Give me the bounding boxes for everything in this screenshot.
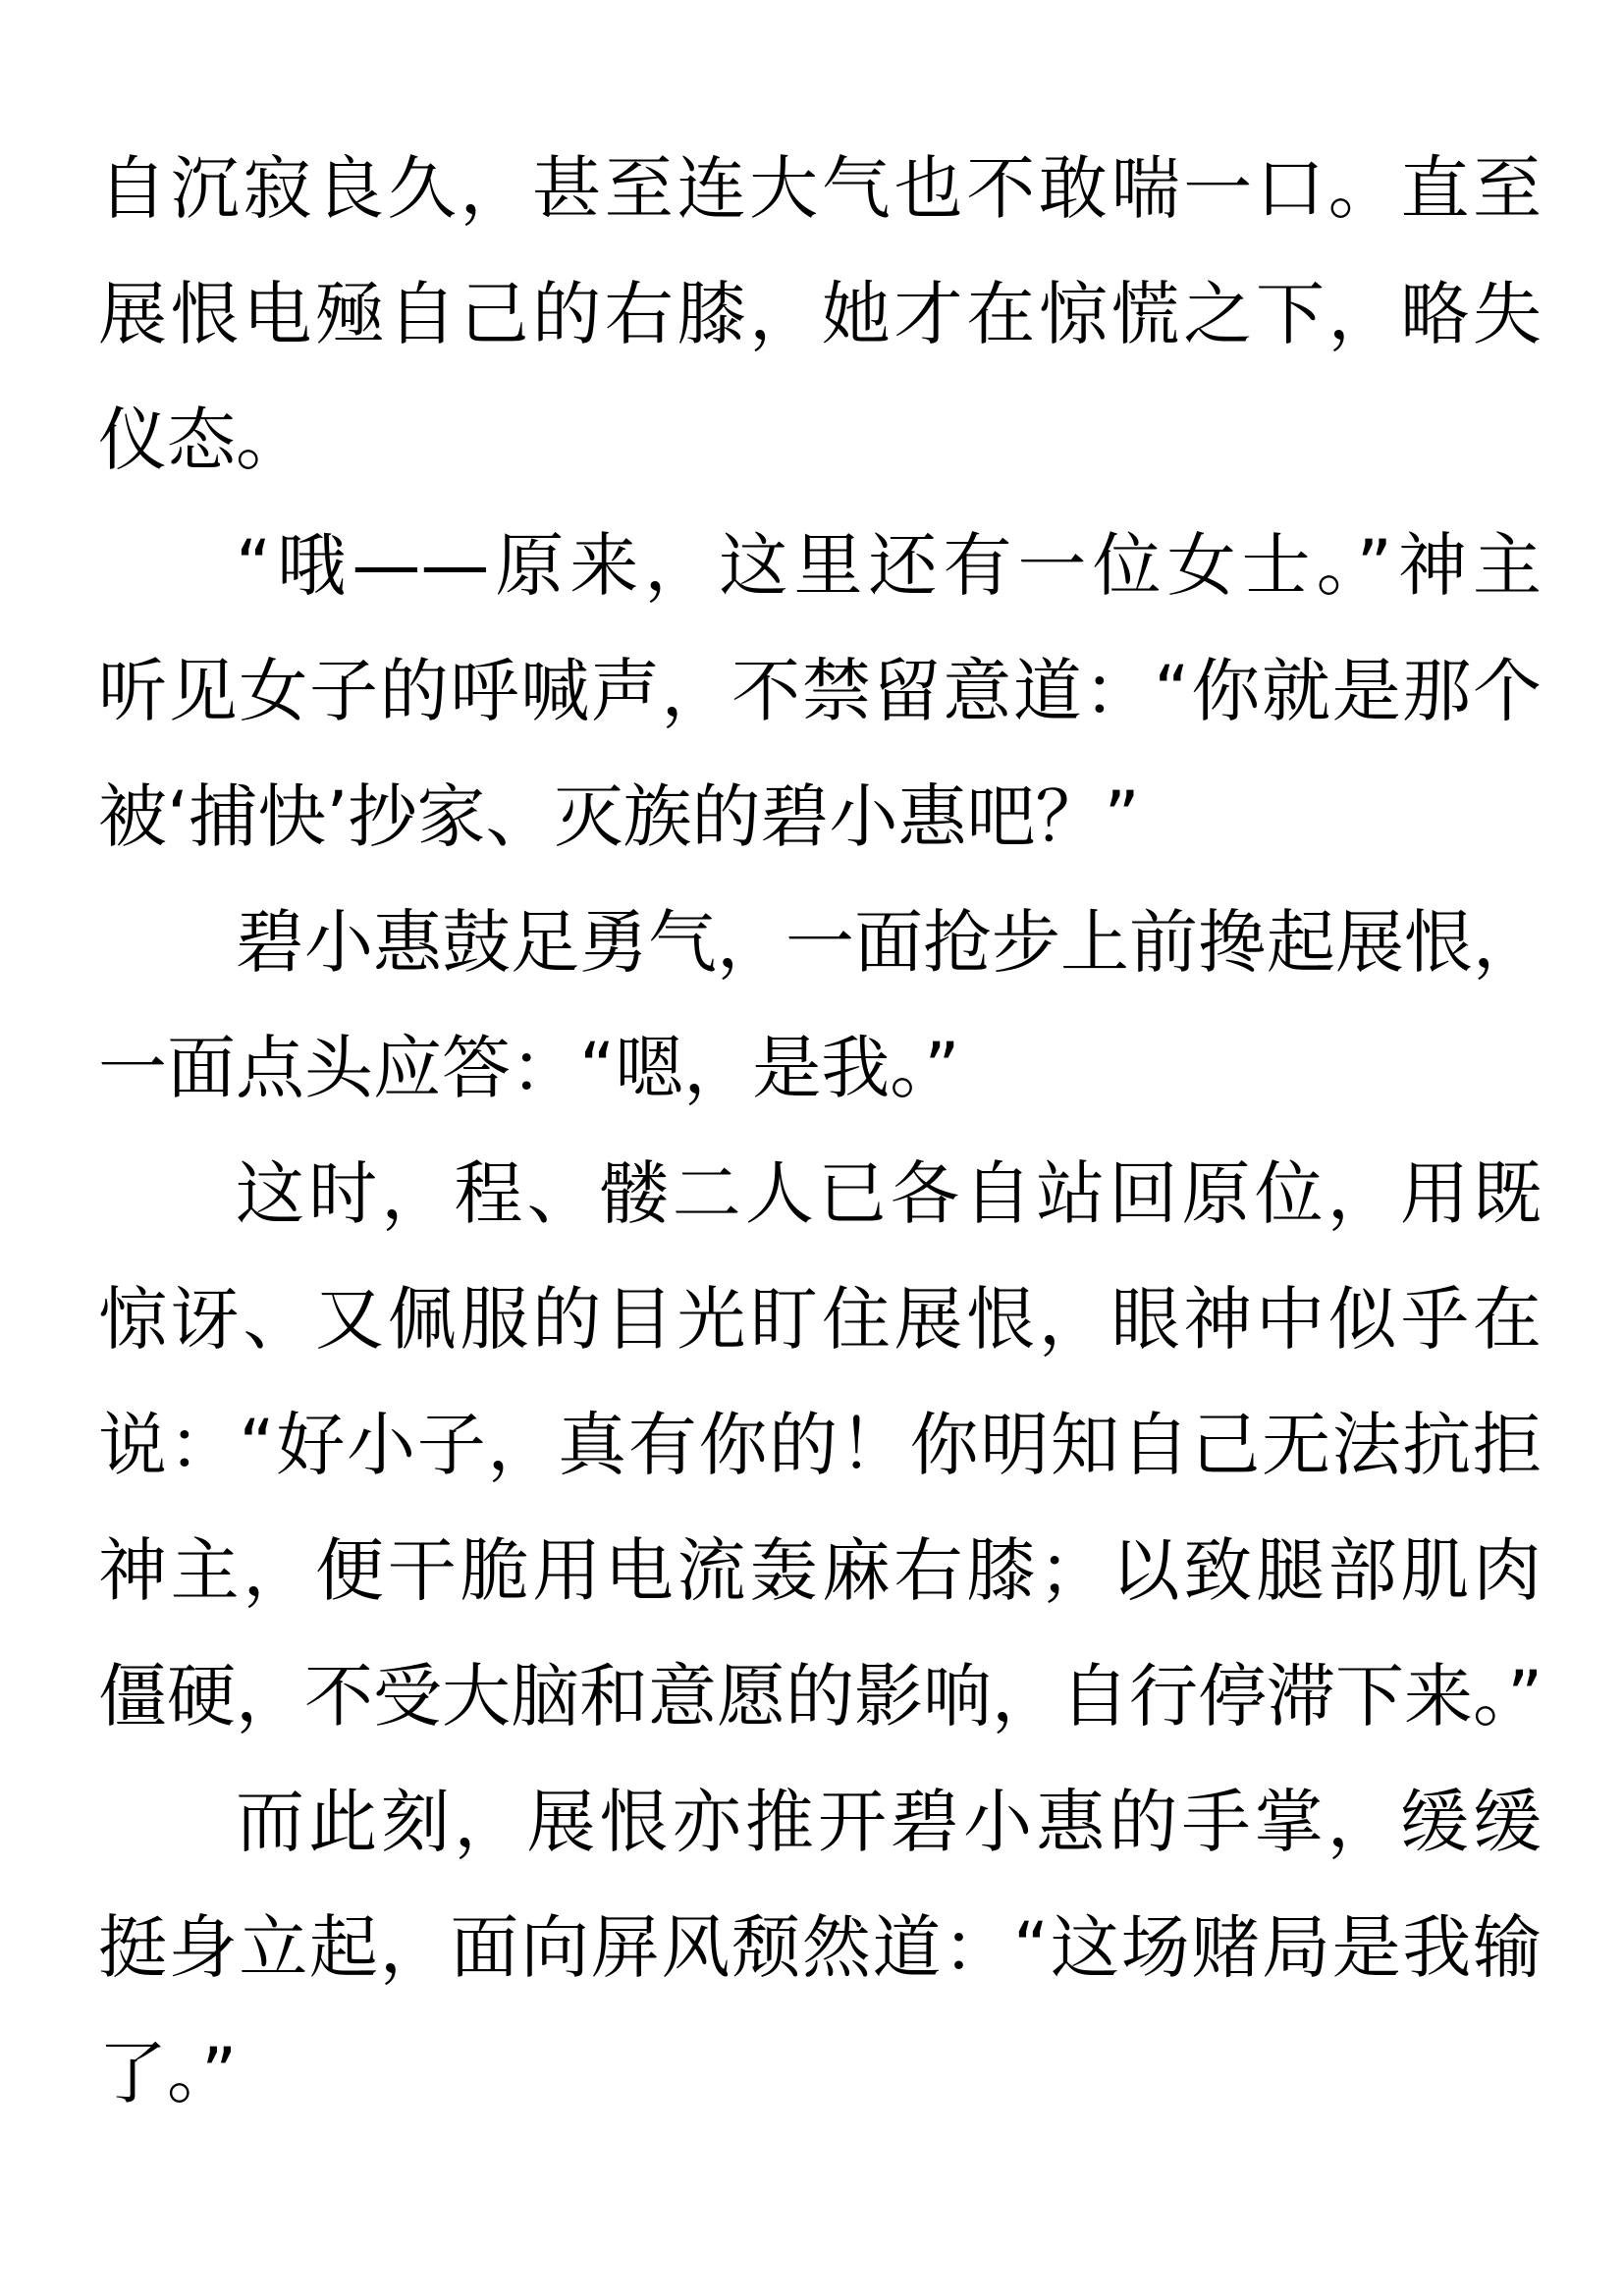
text-line: 被‘捕快’抄家、灭族的碧小惠吧？” bbox=[98, 776, 1140, 857]
text-line: 仪态。 bbox=[98, 400, 304, 480]
body-text bbox=[98, 126, 1542, 2136]
text-line: 说：“好小子，真有你的！你明知自己无法抗拒 bbox=[98, 1405, 1542, 1485]
text-line: “哦——原来，这里还有一位女士。”神主 bbox=[236, 525, 1542, 606]
text-line: 碧小惠鼓足勇气，一面抢步上前搀起展恨， bbox=[236, 902, 1542, 983]
text-line: 自沉寂良久，甚至连大气也不敢喘一口。直至 bbox=[98, 148, 1542, 229]
text-line: 这时，程、髅二人已各自站回原位，用既 bbox=[236, 1153, 1542, 1234]
text-line: 挺身立起，面向屏风颓然道：“这场赌局是我输 bbox=[98, 1907, 1542, 1988]
text-line: 僵硬，不受大脑和意愿的影响，自行停滞下来。” bbox=[98, 1656, 1543, 1736]
text-line: 了。” bbox=[98, 2033, 238, 2113]
text-line: 而此刻，展恨亦推开碧小惠的手掌，缓缓 bbox=[236, 1782, 1542, 1862]
text-line: 一面点头应答：“嗯，是我。” bbox=[98, 1028, 960, 1108]
text-line: 惊讶、又佩服的目光盯住展恨，眼神中似乎在 bbox=[98, 1279, 1542, 1360]
text-line: 听见女子的呼喊声，不禁留意道：“你就是那个 bbox=[98, 651, 1542, 731]
text-line: 神主，便干脆用电流轰麻右膝；以致腿部肌肉 bbox=[98, 1530, 1542, 1611]
text-line: 展恨电殛自己的右膝，她才在惊慌之下，略失 bbox=[98, 274, 1542, 354]
